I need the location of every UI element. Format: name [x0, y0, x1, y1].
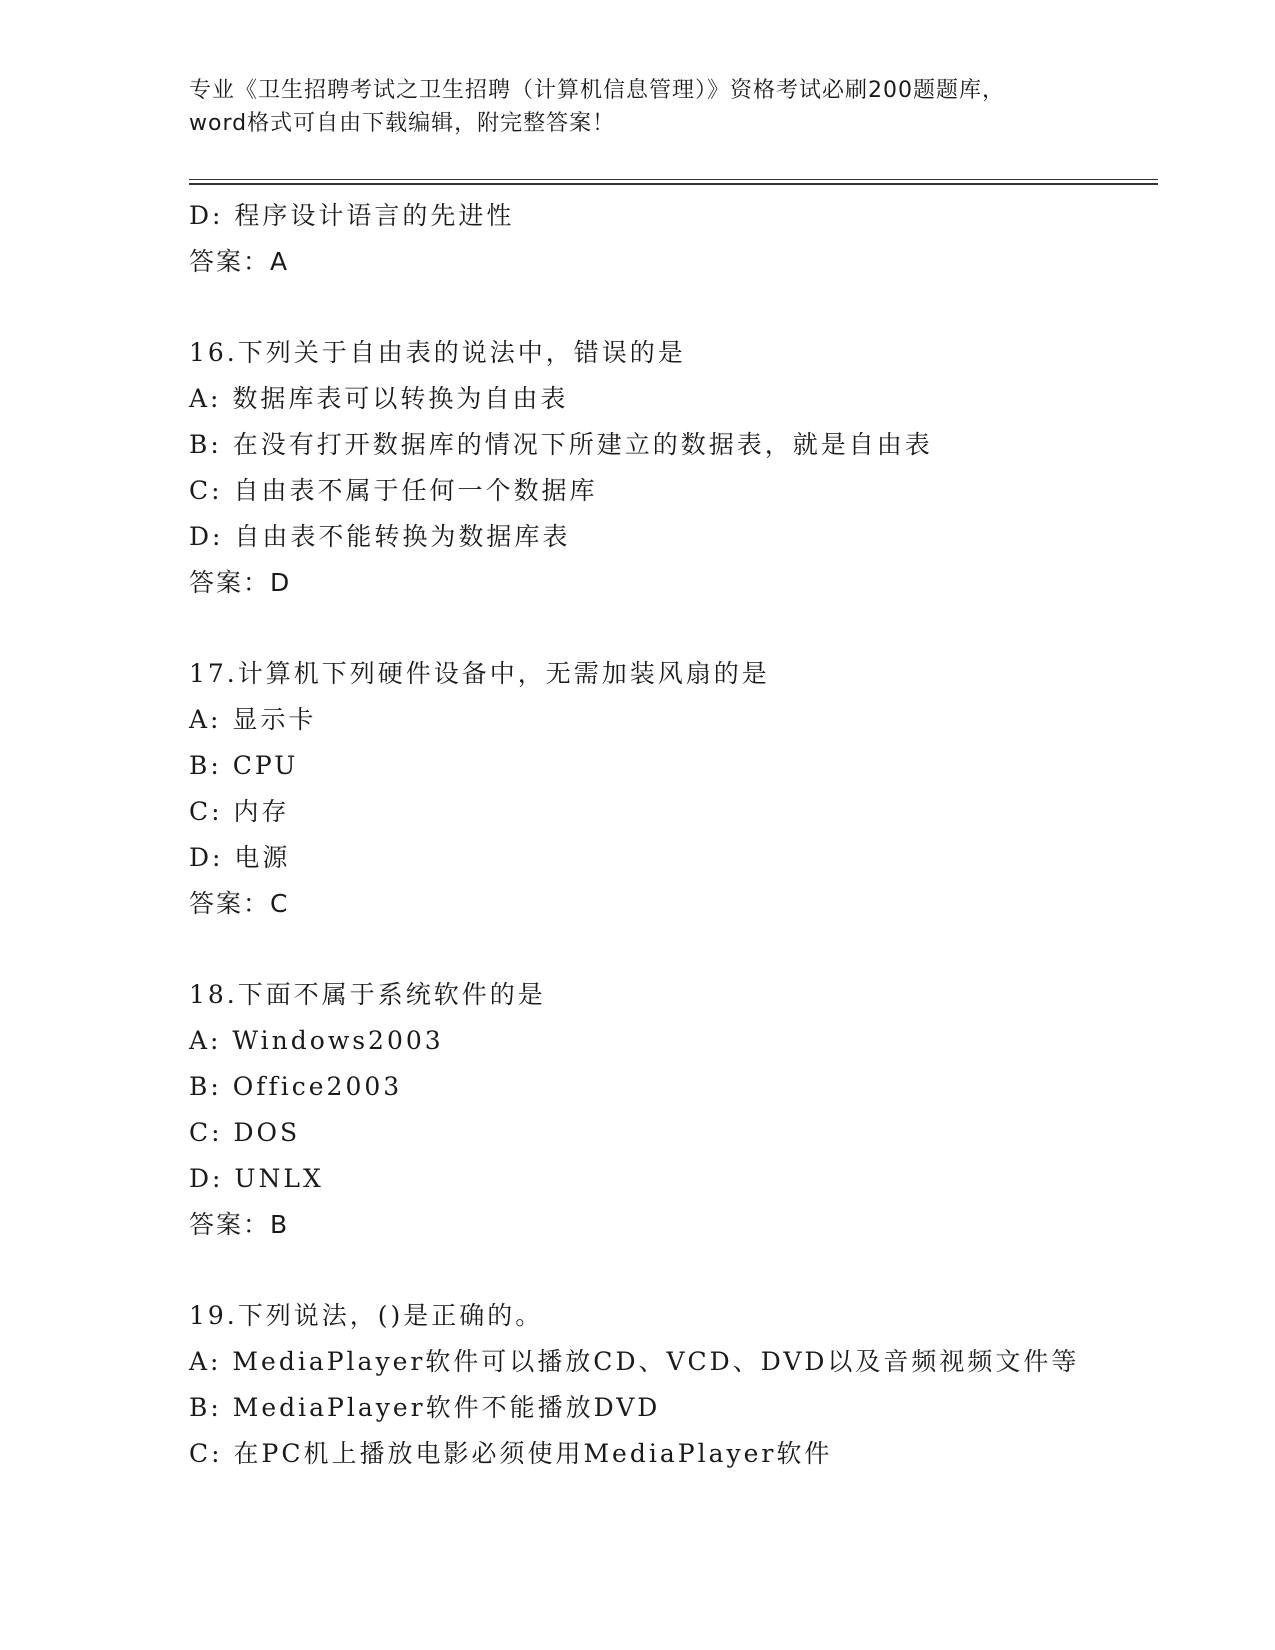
answer: 答案：D — [189, 568, 292, 597]
option-c: C: 自由表不属于任何一个数据库 — [189, 476, 598, 505]
header-divider-thin — [189, 179, 1158, 180]
answer: 答案：B — [189, 1210, 290, 1239]
question-text: 17.计算机下列硬件设备中，无需加装风扇的是 — [189, 659, 770, 688]
option-a: A: Windows2003 — [189, 1026, 444, 1055]
option-d: D: 自由表不能转换为数据库表 — [189, 522, 571, 551]
option-a: A: MediaPlayer软件可以播放CD、VCD、DVD以及音频视频文件等 — [189, 1347, 1080, 1376]
question-17 — [189, 651, 1159, 927]
question-19 — [189, 1293, 1159, 1477]
answer: 答案：A — [189, 247, 290, 276]
option-c: C: 内存 — [189, 797, 290, 826]
option-b: B: MediaPlayer软件不能播放DVD — [189, 1393, 661, 1422]
question-list — [189, 193, 1159, 1477]
question-18 — [189, 972, 1159, 1248]
spacer — [189, 927, 1159, 972]
option-a: A: 数据库表可以转换为自由表 — [189, 384, 569, 413]
option-b: B: Office2003 — [189, 1072, 403, 1101]
option-c: C: 在PC机上播放电影必须使用MediaPlayer软件 — [189, 1439, 833, 1468]
header-divider-thick — [189, 183, 1158, 185]
spacer — [189, 1248, 1159, 1293]
option-b: B: CPU — [189, 751, 299, 780]
question-text: 16.下列关于自由表的说法中，错误的是 — [189, 338, 686, 367]
option-d: D: UNLX — [189, 1164, 324, 1193]
option-c: C: DOS — [189, 1118, 301, 1147]
question-text: 19.下列说法，()是正确的。 — [189, 1301, 544, 1330]
document-header — [189, 74, 1089, 140]
spacer — [189, 285, 1159, 330]
header-line-1: 专业《卫生招聘考试之卫生招聘（计算机信息管理）》资格考试必刷200题题库， — [189, 78, 1005, 103]
header-line-2: word格式可自由下载编辑，附完整答案！ — [189, 111, 616, 136]
option-b: B: 在没有打开数据库的情况下所建立的数据表，就是自由表 — [189, 430, 933, 459]
answer: 答案：C — [189, 889, 290, 918]
option-d: D: 电源 — [189, 843, 291, 872]
question-text: 18.下面不属于系统软件的是 — [189, 980, 546, 1009]
option-a: A: 显示卡 — [189, 705, 317, 734]
option-d: D: 程序设计语言的先进性 — [189, 201, 515, 230]
question-16 — [189, 330, 1159, 606]
spacer — [189, 606, 1159, 651]
question-15-tail — [189, 193, 1159, 285]
